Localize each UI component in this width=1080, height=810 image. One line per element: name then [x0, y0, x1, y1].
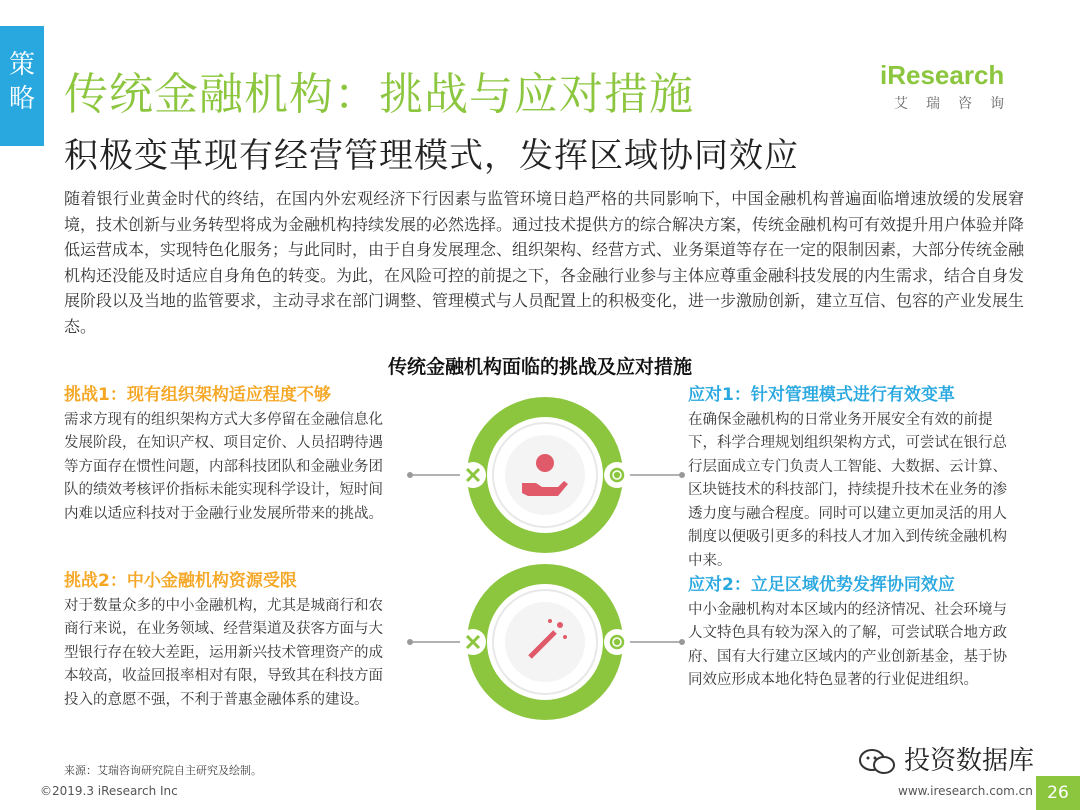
- response-1: [688, 384, 1016, 573]
- watermark-text: 投资数据库: [904, 746, 1035, 776]
- response-2: [688, 574, 1018, 693]
- challenge-2: [64, 570, 392, 712]
- challenge-1-body: 需求方现有的组织架构方式大多停留在金融信息化发展阶段，在知识产权、项目定价、人员招聘待遇等方面存在惯性问题，内部科技团队和金融业务团队的绩效考核评价指标未能实现科学设计，短时间内难以适应科技对于金融行业发展所带来的挑战。: [64, 411, 383, 522]
- response-2-body: 中小金融机构对本区域内的经济情况、社会环境与人文特色具有较为深入的了解，可尝试联合地方政府、国有大行建立区域内的产业创新基金，基于协同效应形成本地化特色显著的行业促进组织。: [688, 601, 1007, 688]
- diagram-graphic: [400, 395, 690, 740]
- wechat-watermark: [858, 740, 1034, 777]
- page-number: 26: [1036, 776, 1080, 810]
- tag-char-2: 略: [8, 84, 35, 114]
- footer-url: www.iresearch.com.cn: [898, 784, 1033, 798]
- challenge-2-heading: 挑战2：中小金融机构资源受限: [64, 571, 297, 591]
- challenge-2-body: 对于数量众多的中小金融机构，尤其是城商行和农商行来说，在业务领域、经营渠道及获客方面与大型银行存在较大差距，运用新兴技术管理资产的成本较高，收益回报率相对有限，导致其在科技方面投入的意愿不强，不利于普惠金融体系的建设。: [64, 597, 383, 708]
- diagram-title: 传统金融机构面临的挑战及应对措施: [387, 356, 692, 378]
- response-2-heading: 应对2：立足区域优势发挥协同效应: [688, 575, 955, 595]
- page-title: 传统金融机构：挑战与应对措施: [64, 69, 694, 120]
- intro-paragraph: 随着银行业黄金时代的终结，在国内外宏观经济下行因素与监管环境日趋严格的共同影响下，中国金融机构普遍面临增速放缓的发展窘境，技术创新与业务转型将成为金融机构持续发展的必然选择。通过技术提供方的综合解决方案，传统金融机构可有效提升用户体验并降低运营成本，实现特色化服务；与此同时，由于自身发展理念、组织架构、经营方式、业务渠道等存在一定的限制因素，大部分传统金融机构还没能及时适应自身角色的转变。为此，在风险可控的前提之下，各金融行业参与主体应尊重金融科技发展的内生需求，结合自身发展阶段以及当地的监管要求，主动寻求在部门调整、管理模式与人员配置上的积极变化，进一步激励创新，建立互信、包容的产业发展生态。: [64, 189, 1025, 336]
- wechat-icon: [858, 748, 896, 776]
- response-1-body: 在确保金融机构的日常业务开展安全有效的前提下，科学合理规划组织架构方式，可尝试在银行总行层面成立专门负责人工智能、大数据、云计算、区块链技术的科技部门，持续提升技术在业务的渗透力度与融合程度。同时可以建立更加灵活的用人制度以便吸引更多的科技人才加入到传统金融机构中来。: [688, 411, 1007, 569]
- page-subtitle: 积极变革现有经营管理模式，发挥区域协同效应: [64, 136, 799, 176]
- top-ring: [460, 407, 630, 543]
- challenge-1: [64, 384, 392, 526]
- response-1-heading: 应对1：针对管理模式进行有效变革: [688, 385, 955, 405]
- logo-brand: iResearch: [880, 60, 1005, 90]
- tag-char-1: 策: [8, 50, 35, 80]
- source-note: 来源：艾瑞咨询研究院自主研究及绘制。: [64, 764, 262, 777]
- footer-copyright: ©2019.3 iResearch Inc: [40, 784, 178, 798]
- challenge-1-heading: 挑战1：现有组织架构适应程度不够: [64, 385, 331, 405]
- iresearch-logo: [880, 60, 1030, 113]
- bottom-ring: [460, 574, 630, 710]
- section-tag: [0, 26, 44, 146]
- logo-cn: 艾瑞咨询: [894, 96, 1022, 112]
